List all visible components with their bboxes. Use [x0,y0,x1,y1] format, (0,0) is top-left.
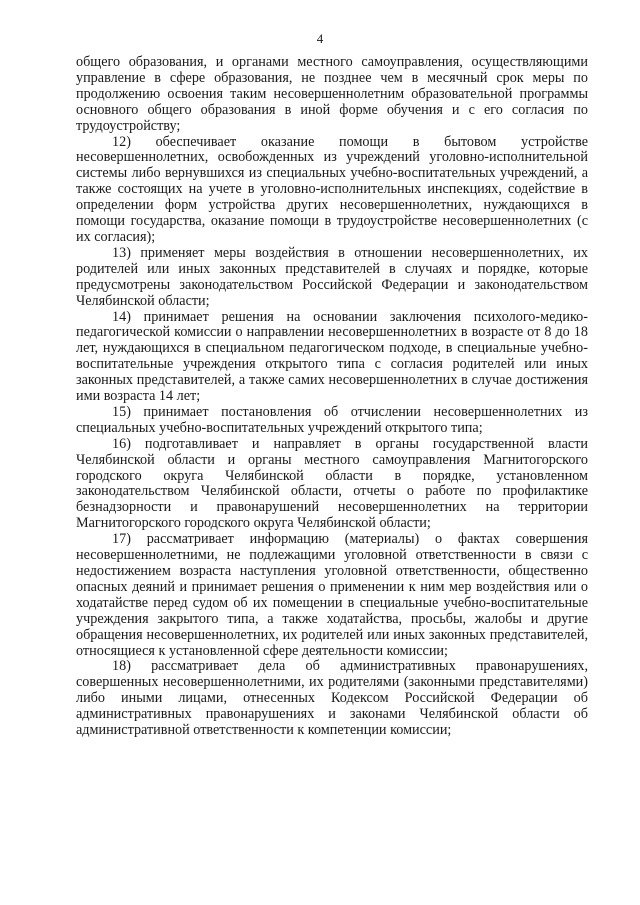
paragraph-item-12: 12) обеспечивает оказание помощи в бытовом устройстве несовершеннолетних, освобожденных из учреждений уголовно-исполнительной системы либо вернувшихся из специальных учебно-воспитательных учреждений, а также состоящих на учете в уголовно-исполнительных инспекциях, содействие в определении форм устройства других несовершеннолетних, нуждающихся в помощи государства, оказание помощи в трудоустройстве несовершеннолетних (с их согласия); [76,133,588,245]
page-number: 4 [316,31,324,46]
paragraph-item-16: 16) подготавливает и направляет в органы государственной власти Челябинской области и органы местного самоуправления Магнитогорского городского округа Челябинской области в порядке, установленном законодательством Челябинской области, отчеты о работе по профилактике безнадзорности и правонарушений несовершеннолетних на территории Магнитогорского городского округа Челябинской области; [76,435,588,532]
paragraph-continuation: общего образования, и органами местного самоуправления, осуществляющими управление в сфере образования, не позднее чем в месячный срок меры по продолжению освоения таким несовершеннолетним образовательной программы основного общего образования в иной форме обучения и с его согласия по трудоустройству; [76,54,588,134]
paragraph-item-14: 14) принимает решения на основании заключения психолого-медико-педагогической комиссии о направлении несовершеннолетних в возрасте от 8 до 18 лет, нуждающихся в специальном педагогическом подходе, в специальные учебно-воспитательные учреждения открытого типа с согласия родителей или иных законных представителей, а также самих несовершеннолетних в случае достижения ими возраста 14 лет; [76,308,588,405]
paragraph-item-15: 15) принимает постановления об отчислении несовершеннолетних из специальных учебно-воспитательных учреждений открытого типа; [76,403,588,436]
document-body [76,55,588,739]
paragraph-item-18: 18) рассматривает дела об административных правонарушениях, совершенных несовершеннолетними, их родителями (законными представителями) либо иными лицами, отнесенных Кодексом Российской Федерации об административных правонарушениях и законами Челябинской области об административной ответственности к компетенции комиссии; [76,658,588,739]
paragraph-item-13: 13) применяет меры воздействия в отношении несовершеннолетних, их родителей или иных законных представителей в случаях и порядке, которые предусмотрены законодательством Российской Федерации и законодательством Челябинской области; [76,244,588,309]
paragraph-item-17: 17) рассматривает информацию (материалы) о фактах совершения несовершеннолетними, не подлежащими уголовной ответственности в связи с недостижением возраста наступления уголовной ответственности, общественно опасных деяний и принимает решения о применении к ним мер воздействия или о ходатайстве перед судом об их помещении в специальные учебно-воспитательные учреждения закрытого типа, а также ходатайства, просьбы, жалобы и другие обращения несовершеннолетних, их родителей или иных законных представителей, относящиеся к установленной сфере деятельности комиссии; [76,531,588,659]
